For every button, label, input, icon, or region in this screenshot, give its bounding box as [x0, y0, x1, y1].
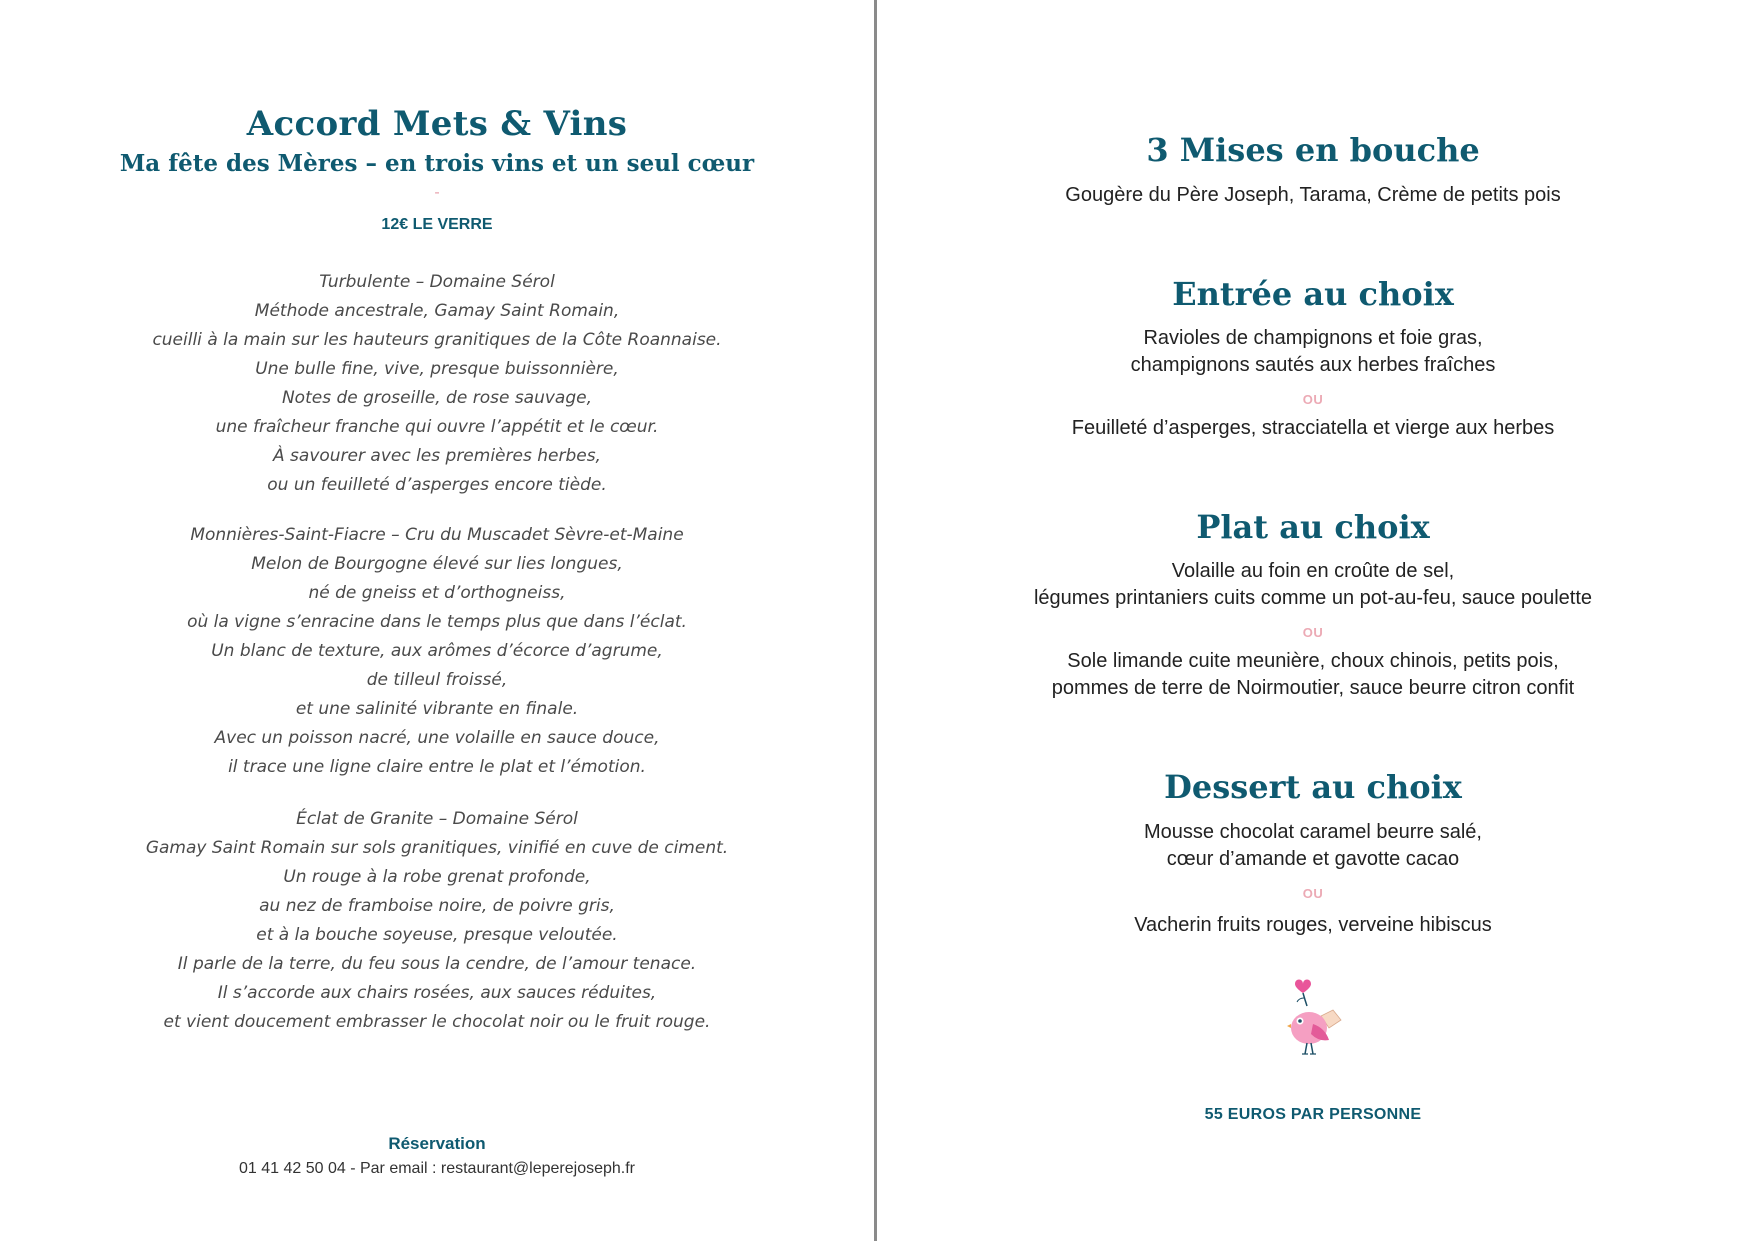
entree-option-1-line-2: champignons sautés aux herbes fraîches [1130, 354, 1496, 376]
wine-line: au nez de framboise noire, de poivre gris, [259, 896, 615, 916]
wine-line: où la vigne s’enracine dans le temps plus que dans l’éclat. [187, 612, 687, 632]
wine-line: Melon de Bourgogne élevé sur lies longues, [251, 554, 623, 574]
wine-description-3 [0, 805, 874, 1037]
dessert-option-1-line-1: Mousse chocolat caramel beurre salé, [1144, 821, 1482, 843]
dessert-title: Dessert au choix [1164, 768, 1462, 806]
bird-heart-illustration [1273, 976, 1353, 1064]
dessert-option-1-line-2: cœur d’amande et gavotte cacao [1166, 848, 1460, 870]
wine-line: À savourer avec les premières herbes, [273, 446, 601, 466]
page-subtitle: Ma fête des Mères – en trois vins et un seul cœur [119, 150, 755, 177]
wine-line: et une salinité vibrante en finale. [295, 699, 579, 719]
reservation-title: Réservation [388, 1134, 486, 1153]
plat-option-2-line-2: pommes de terre de Noirmoutier, sauce beurre citron confit [1051, 677, 1575, 699]
wine-line: Méthode ancestrale, Gamay Saint Romain, [254, 301, 620, 321]
wine-description-2 [0, 521, 874, 782]
plat-title: Plat au choix [1196, 508, 1430, 546]
wine-line: ou un feuilleté d’asperges encore tiède. [267, 475, 607, 495]
left-page [0, 0, 874, 1241]
wine-line: Il parle de la terre, du feu sous la cendre, de l’amour tenace. [177, 954, 697, 974]
wine-line: cueilli à la main sur les hauteurs granitiques de la Côte Roannaise. [152, 330, 722, 350]
wine-line: Monnières-Saint-Fiacre – Cru du Muscadet Sèvre-et-Maine [190, 525, 684, 545]
plat-option-2-line-1: Sole limande cuite meunière, choux chinois, petits pois, [1067, 650, 1559, 672]
plat-option-1-line-1: Volaille au foin en croûte de sel, [1171, 560, 1455, 582]
wine-line: et vient doucement embrasser le chocolat noir ou le fruit rouge. [163, 1012, 711, 1032]
reservation-contact: 01 41 42 50 04 - Par email : restaurant@leperejoseph.fr [238, 1160, 636, 1177]
plat-option-1-line-2: légumes printaniers cuits comme un pot-au-feu, sauce poulette [1033, 587, 1593, 609]
mises-items: Gougère du Père Joseph, Tarama, Crème de petits pois [1065, 184, 1561, 206]
wine-line: Turbulente – Domaine Sérol [319, 272, 555, 292]
wine-line: Il s’accorde aux chairs rosées, aux sauces réduites, [217, 983, 657, 1003]
mises-title: 3 Mises en bouche [1146, 131, 1480, 169]
wine-line: Un blanc de texture, aux arômes d’écorce d’agrume, [211, 641, 663, 661]
wine-line: Une bulle fine, vive, presque buissonnière, [255, 359, 619, 379]
separator-dash: - [434, 184, 440, 201]
wine-line: Notes de groseille, de rose sauvage, [281, 388, 593, 408]
or-separator: OU [1302, 886, 1324, 901]
wine-line: Un rouge à la robe grenat profonde, [283, 867, 591, 887]
entree-option-2: Feuilleté d’asperges, stracciatella et vierge aux herbes [1071, 417, 1555, 439]
price-per-glass: 12€ LE VERRE [381, 216, 493, 233]
wine-line: Éclat de Granite – Domaine Sérol [296, 809, 578, 829]
price-per-person: 55 EUROS PAR PERSONNE [1204, 1106, 1422, 1123]
wine-description-1 [0, 268, 874, 500]
right-page [877, 0, 1749, 1241]
wine-line: né de gneiss et d’orthogneiss, [308, 583, 566, 603]
wine-line: une fraîcheur franche qui ouvre l’appétit et le cœur. [215, 417, 659, 437]
entree-option-1-line-1: Ravioles de champignons et foie gras, [1143, 327, 1483, 349]
wine-line: Avec un poisson nacré, une volaille en sauce douce, [214, 728, 660, 748]
wine-line: il trace une ligne claire entre le plat et l’émotion. [228, 757, 646, 777]
wine-line: de tilleul froissé, [366, 670, 508, 690]
or-separator: OU [1302, 625, 1324, 640]
wine-line: et à la bouche soyeuse, presque veloutée. [256, 925, 618, 945]
page-title: Accord Mets & Vins [246, 104, 628, 144]
dessert-option-2: Vacherin fruits rouges, verveine hibiscus [1134, 914, 1492, 936]
wine-line: Gamay Saint Romain sur sols granitiques, vinifié en cuve de ciment. [145, 838, 729, 858]
entree-title: Entrée au choix [1172, 275, 1454, 313]
or-separator: OU [1302, 392, 1324, 407]
